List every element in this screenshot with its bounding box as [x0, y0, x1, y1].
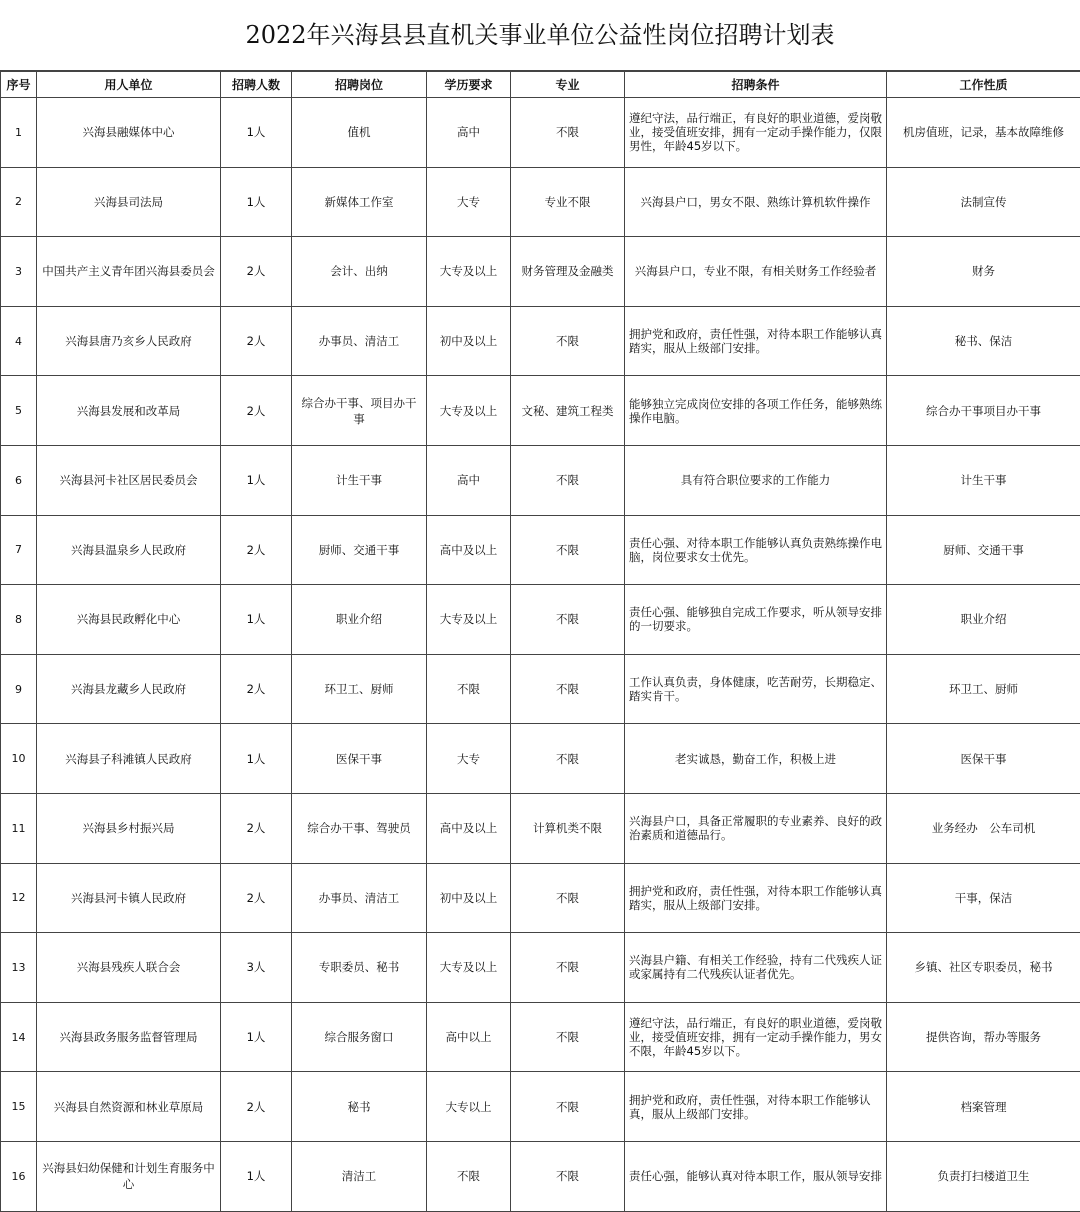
header-edu: 学历要求 — [427, 72, 511, 98]
row-number: 14 — [1, 1002, 37, 1072]
header-no: 序号 — [1, 72, 37, 98]
row-count: 1人 — [221, 585, 292, 655]
row-major: 不限 — [511, 515, 625, 585]
row-education: 初中及以上 — [427, 863, 511, 933]
row-condition: 兴海县户口，具备正常履职的专业素养、良好的政治素质和道德品行。 — [625, 793, 887, 863]
row-post: 会计、出纳 — [292, 237, 427, 307]
row-count: 3人 — [221, 933, 292, 1003]
table-row — [1, 724, 1080, 794]
row-unit: 兴海县温泉乡人民政府 — [37, 515, 221, 585]
table-row — [1, 306, 1080, 376]
table-row — [1, 515, 1080, 585]
row-nature: 提供咨询，帮办等服务 — [887, 1002, 1080, 1072]
row-nature: 厨师、交通干事 — [887, 515, 1080, 585]
row-education: 大专及以上 — [427, 585, 511, 655]
row-number: 15 — [1, 1072, 37, 1142]
row-unit: 兴海县唐乃亥乡人民政府 — [37, 306, 221, 376]
row-count: 1人 — [221, 98, 292, 168]
row-nature: 财务 — [887, 237, 1080, 307]
row-nature: 职业介绍 — [887, 585, 1080, 655]
row-nature: 秘书、保洁 — [887, 306, 1080, 376]
row-number: 12 — [1, 863, 37, 933]
row-number: 11 — [1, 793, 37, 863]
row-number: 1 — [1, 98, 37, 168]
row-unit: 兴海县自然资源和林业草原局 — [37, 1072, 221, 1142]
row-nature: 干事，保洁 — [887, 863, 1080, 933]
row-unit: 兴海县发展和改革局 — [37, 376, 221, 446]
row-education: 不限 — [427, 654, 511, 724]
row-post: 综合办干事、驾驶员 — [292, 793, 427, 863]
row-unit: 兴海县政务服务监督管理局 — [37, 1002, 221, 1072]
row-condition: 拥护党和政府，责任性强，对待本职工作能够认真踏实，服从上级部门安排。 — [625, 306, 887, 376]
row-education: 大专以上 — [427, 1072, 511, 1142]
row-major: 不限 — [511, 306, 625, 376]
row-major: 财务管理及金融类 — [511, 237, 625, 307]
row-count: 2人 — [221, 793, 292, 863]
header-count: 招聘人数 — [221, 72, 292, 98]
row-count: 2人 — [221, 515, 292, 585]
row-education: 初中及以上 — [427, 306, 511, 376]
row-number: 6 — [1, 445, 37, 515]
row-education: 高中 — [427, 445, 511, 515]
row-post: 值机 — [292, 98, 427, 168]
recruitment-table — [0, 71, 1080, 1212]
row-count: 2人 — [221, 376, 292, 446]
table-row — [1, 445, 1080, 515]
row-education: 大专及以上 — [427, 237, 511, 307]
row-unit: 兴海县龙藏乡人民政府 — [37, 654, 221, 724]
row-condition: 工作认真负责，身体健康，吃苦耐劳，长期稳定、踏实肯干。 — [625, 654, 887, 724]
row-count: 1人 — [221, 445, 292, 515]
row-education: 高中及以上 — [427, 793, 511, 863]
row-post: 职业介绍 — [292, 585, 427, 655]
row-number: 7 — [1, 515, 37, 585]
table-row — [1, 863, 1080, 933]
header-post: 招聘岗位 — [292, 72, 427, 98]
table-row — [1, 1002, 1080, 1072]
row-education: 高中及以上 — [427, 515, 511, 585]
row-unit: 兴海县河卡镇人民政府 — [37, 863, 221, 933]
row-count: 2人 — [221, 237, 292, 307]
row-nature: 负责打扫楼道卫生 — [887, 1141, 1080, 1211]
row-nature: 法制宣传 — [887, 167, 1080, 237]
row-condition: 责任心强、能够独自完成工作要求，听从领导安排的一切要求。 — [625, 585, 887, 655]
row-post: 专职委员、秘书 — [292, 933, 427, 1003]
table-row — [1, 237, 1080, 307]
row-major: 不限 — [511, 654, 625, 724]
row-major: 专业不限 — [511, 167, 625, 237]
table-row — [1, 167, 1080, 237]
row-post: 医保干事 — [292, 724, 427, 794]
row-unit: 兴海县融媒体中心 — [37, 98, 221, 168]
row-education: 大专及以上 — [427, 933, 511, 1003]
row-post: 综合服务窗口 — [292, 1002, 427, 1072]
row-count: 1人 — [221, 1002, 292, 1072]
row-count: 2人 — [221, 306, 292, 376]
row-education: 不限 — [427, 1141, 511, 1211]
row-condition: 兴海县户籍、有相关工作经验，持有二代残疾人证或家属持有二代残疾认证者优先。 — [625, 933, 887, 1003]
row-number: 3 — [1, 237, 37, 307]
row-condition: 责任心强、对待本职工作能够认真负责熟练操作电脑，岗位要求女士优先。 — [625, 515, 887, 585]
row-count: 2人 — [221, 654, 292, 724]
row-major: 不限 — [511, 1002, 625, 1072]
table-row — [1, 933, 1080, 1003]
row-unit: 兴海县乡村振兴局 — [37, 793, 221, 863]
row-unit: 兴海县河卡社区居民委员会 — [37, 445, 221, 515]
table-row — [1, 1072, 1080, 1142]
row-number: 2 — [1, 167, 37, 237]
header-major: 专业 — [511, 72, 625, 98]
table-row — [1, 585, 1080, 655]
sheet-title: 2022年兴海县县直机关事业单位公益性岗位招聘计划表 — [0, 0, 1080, 71]
row-nature: 档案管理 — [887, 1072, 1080, 1142]
row-education: 高中以上 — [427, 1002, 511, 1072]
row-education: 高中 — [427, 98, 511, 168]
row-post: 计生干事 — [292, 445, 427, 515]
row-unit: 兴海县子科滩镇人民政府 — [37, 724, 221, 794]
row-condition: 拥护党和政府，责任性强，对待本职工作能够认真，服从上级部门安排。 — [625, 1072, 887, 1142]
row-major: 不限 — [511, 724, 625, 794]
row-count: 2人 — [221, 1072, 292, 1142]
row-nature: 计生干事 — [887, 445, 1080, 515]
row-count: 1人 — [221, 167, 292, 237]
row-unit: 兴海县妇幼保健和计划生育服务中心 — [37, 1141, 221, 1211]
row-major: 不限 — [511, 1141, 625, 1211]
row-nature: 医保干事 — [887, 724, 1080, 794]
row-condition: 遵纪守法，品行端正，有良好的职业道德，爱岗敬业，接受值班安排，拥有一定动手操作能力，仅限男性，年龄45岁以下。 — [625, 98, 887, 168]
row-major: 文秘、建筑工程类 — [511, 376, 625, 446]
table-body — [1, 98, 1080, 1212]
row-major: 计算机类不限 — [511, 793, 625, 863]
row-unit: 兴海县残疾人联合会 — [37, 933, 221, 1003]
row-post: 清洁工 — [292, 1141, 427, 1211]
row-nature: 乡镇、社区专职委员，秘书 — [887, 933, 1080, 1003]
row-nature: 机房值班，记录，基本故障维修 — [887, 98, 1080, 168]
row-number: 9 — [1, 654, 37, 724]
table-row — [1, 654, 1080, 724]
row-post: 新媒体工作室 — [292, 167, 427, 237]
row-condition: 具有符合职位要求的工作能力 — [625, 445, 887, 515]
row-number: 10 — [1, 724, 37, 794]
row-nature: 业务经办 公车司机 — [887, 793, 1080, 863]
header-row — [1, 72, 1080, 98]
row-post: 办事员、清洁工 — [292, 306, 427, 376]
row-count: 1人 — [221, 724, 292, 794]
row-post: 厨师、交通干事 — [292, 515, 427, 585]
row-count: 1人 — [221, 1141, 292, 1211]
row-number: 5 — [1, 376, 37, 446]
row-number: 13 — [1, 933, 37, 1003]
row-number: 16 — [1, 1141, 37, 1211]
row-condition: 遵纪守法，品行端正，有良好的职业道德，爱岗敬业，接受值班安排，拥有一定动手操作能力，男女不限，年龄45岁以下。 — [625, 1002, 887, 1072]
row-education: 大专 — [427, 724, 511, 794]
row-major: 不限 — [511, 1072, 625, 1142]
row-unit: 兴海县司法局 — [37, 167, 221, 237]
table-row — [1, 98, 1080, 168]
row-condition: 兴海县户口，男女不限、熟练计算机软件操作 — [625, 167, 887, 237]
row-nature: 综合办干事项目办干事 — [887, 376, 1080, 446]
row-condition: 责任心强，能够认真对待本职工作，服从领导安排 — [625, 1141, 887, 1211]
header-condition: 招聘条件 — [625, 72, 887, 98]
row-condition: 兴海县户口，专业不限，有相关财务工作经验者 — [625, 237, 887, 307]
row-major: 不限 — [511, 445, 625, 515]
row-post: 办事员、清洁工 — [292, 863, 427, 933]
row-post: 秘书 — [292, 1072, 427, 1142]
row-major: 不限 — [511, 98, 625, 168]
row-education: 大专及以上 — [427, 376, 511, 446]
table-row — [1, 793, 1080, 863]
row-number: 8 — [1, 585, 37, 655]
row-major: 不限 — [511, 863, 625, 933]
header-unit: 用人单位 — [37, 72, 221, 98]
table-row — [1, 1141, 1080, 1211]
row-major: 不限 — [511, 933, 625, 1003]
row-nature: 环卫工、厨师 — [887, 654, 1080, 724]
row-condition: 拥护党和政府，责任性强，对待本职工作能够认真踏实，服从上级部门安排。 — [625, 863, 887, 933]
row-condition: 能够独立完成岗位安排的各项工作任务，能够熟练操作电脑。 — [625, 376, 887, 446]
row-education: 大专 — [427, 167, 511, 237]
table-row — [1, 376, 1080, 446]
header-nature: 工作性质 — [887, 72, 1080, 98]
row-unit: 兴海县民政孵化中心 — [37, 585, 221, 655]
row-count: 2人 — [221, 863, 292, 933]
row-condition: 老实诚恳，勤奋工作，积极上进 — [625, 724, 887, 794]
row-unit: 中国共产主义青年团兴海县委员会 — [37, 237, 221, 307]
row-post: 综合办干事、项目办干事 — [292, 376, 427, 446]
row-number: 4 — [1, 306, 37, 376]
row-major: 不限 — [511, 585, 625, 655]
row-post: 环卫工、厨师 — [292, 654, 427, 724]
